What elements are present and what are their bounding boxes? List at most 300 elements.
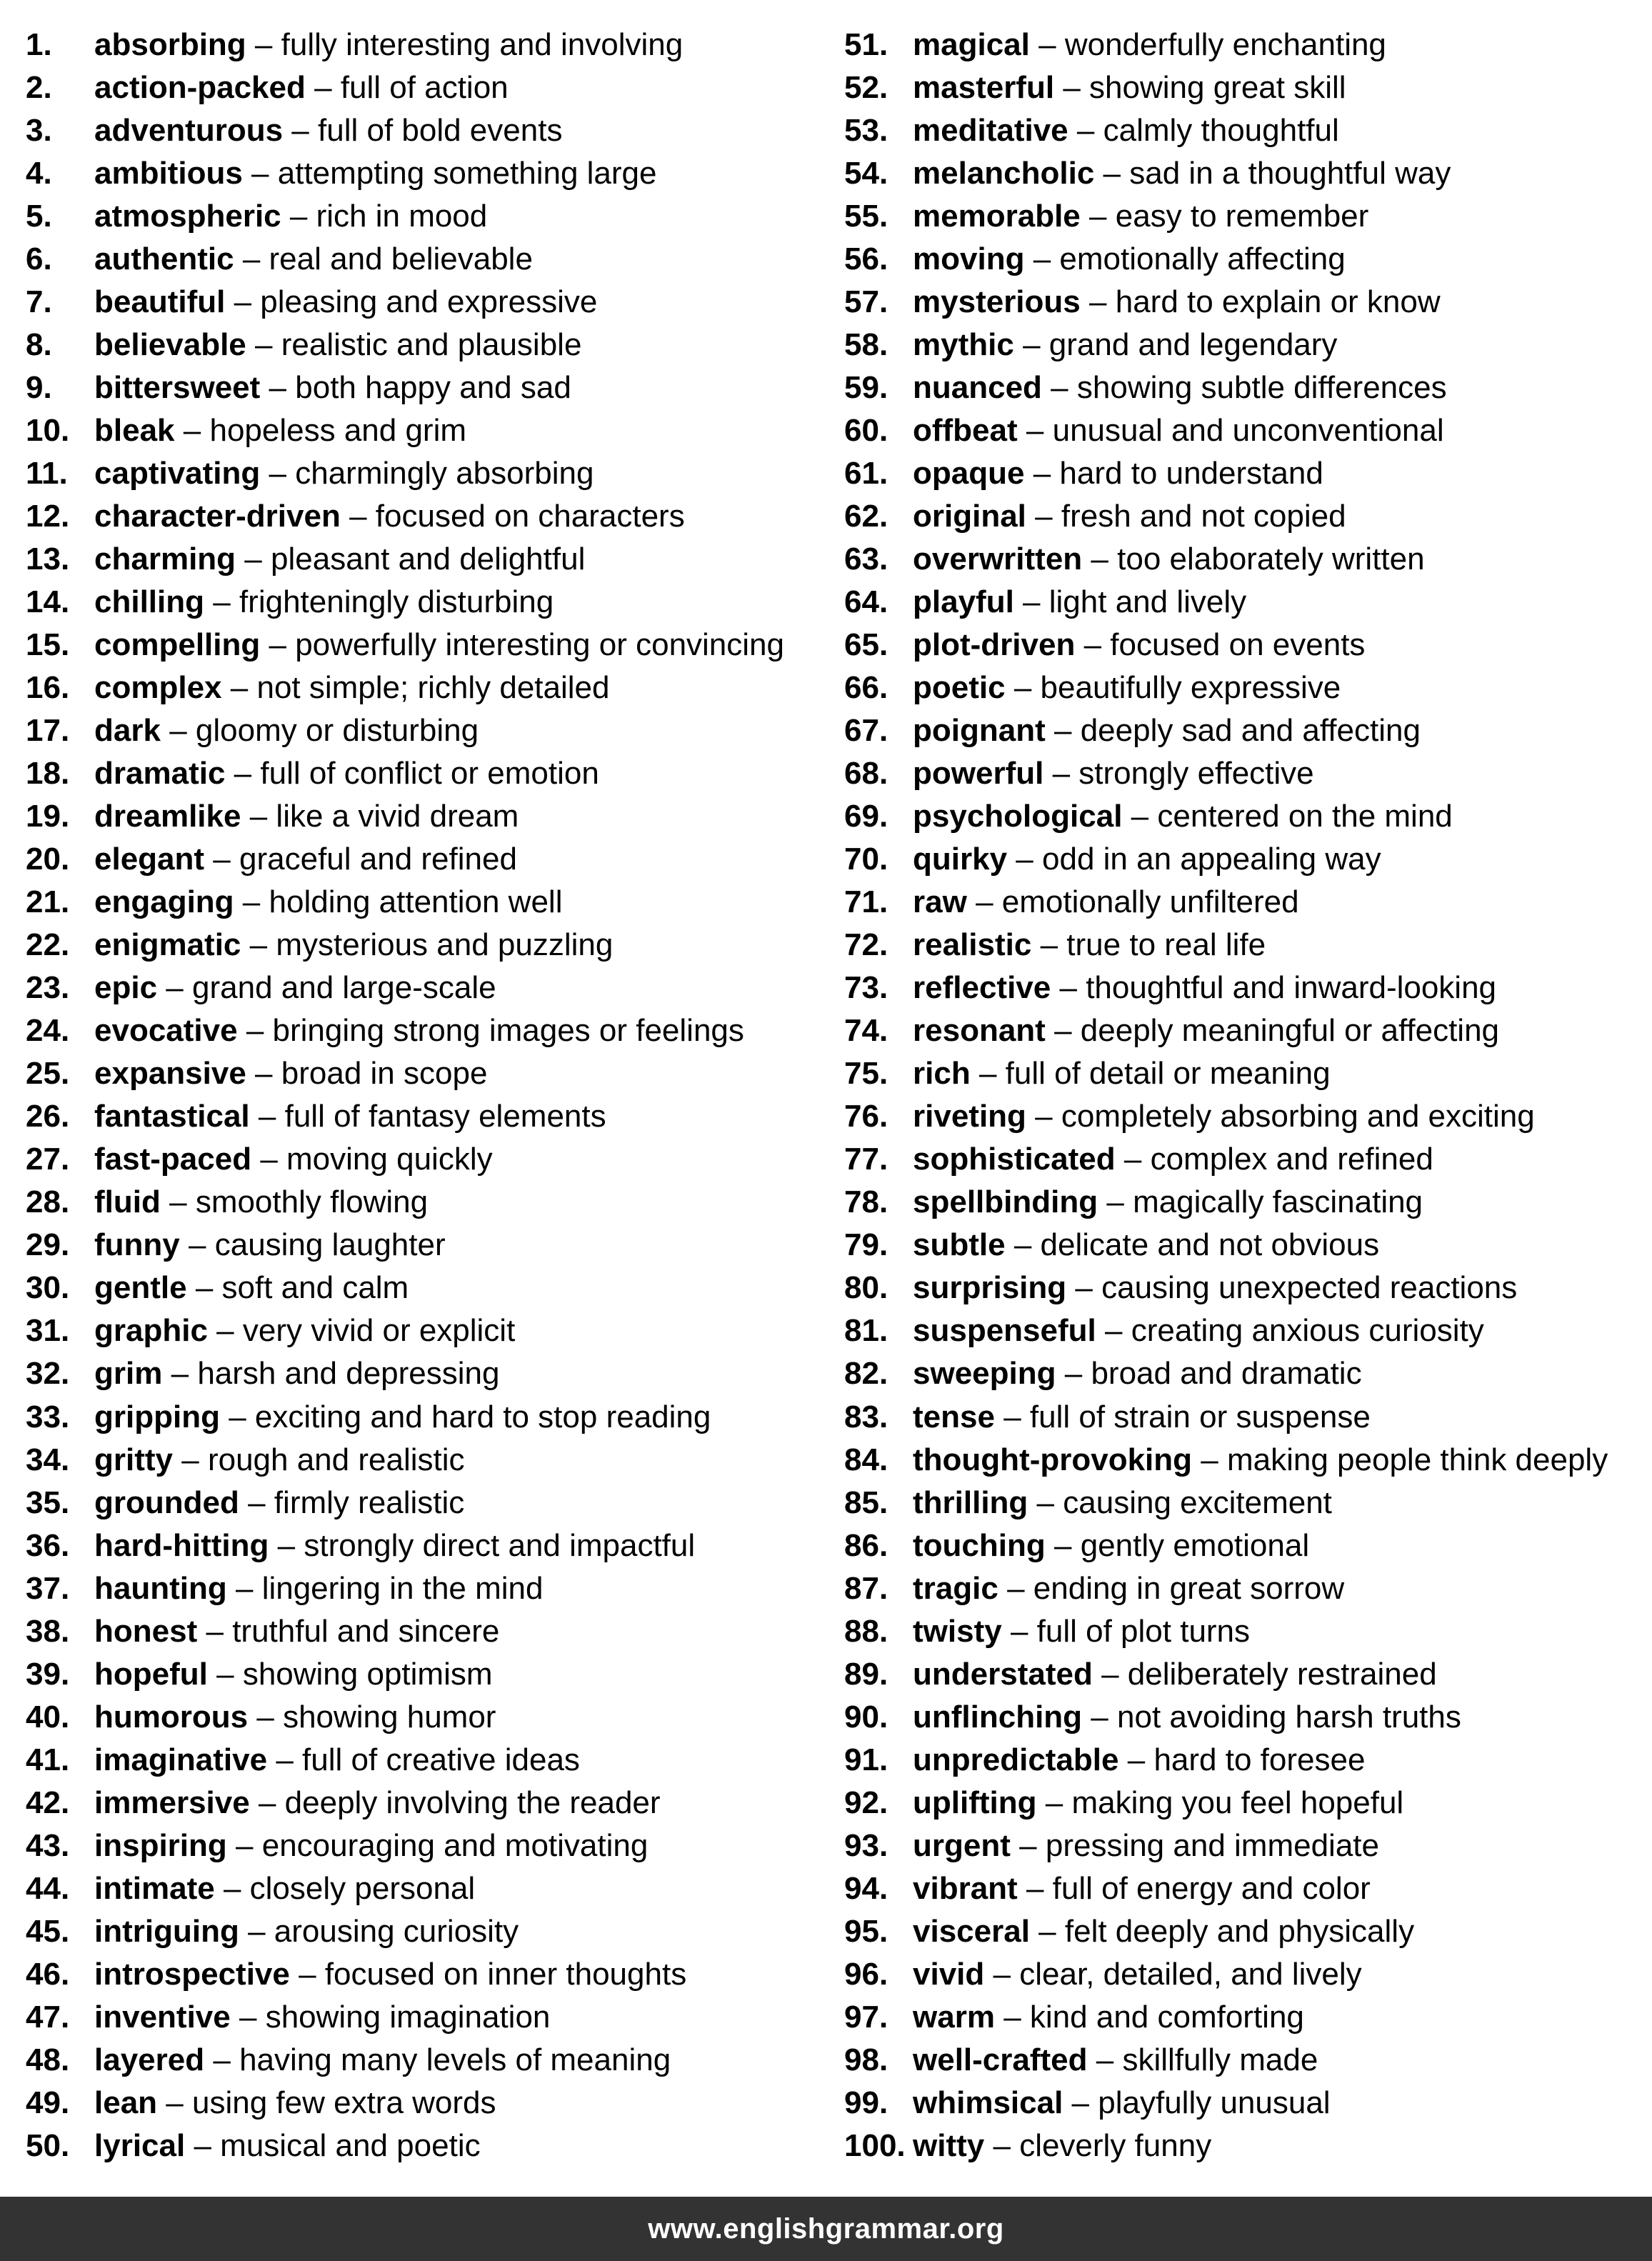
list-item — [844, 1782, 1644, 1825]
list-item — [844, 1309, 1644, 1352]
item-separator: – — [1026, 413, 1044, 449]
list-item — [844, 1138, 1644, 1181]
item-word: hopeful — [94, 1656, 208, 1692]
list-item — [26, 1739, 833, 1782]
item-word: beautiful — [94, 284, 226, 320]
item-definition: deeply involving the reader — [284, 1785, 661, 1820]
item-separator: – — [1083, 627, 1102, 663]
item-word: realistic — [913, 927, 1032, 963]
item-number: 69. — [844, 799, 888, 834]
item-definition: holding attention well — [269, 884, 563, 920]
item-word: urgent — [913, 1827, 1011, 1863]
item-word: tense — [913, 1399, 995, 1434]
item-word: sweeping — [913, 1356, 1056, 1392]
item-definition: showing optimism — [242, 1656, 493, 1692]
item-definition: too elaborately written — [1117, 541, 1425, 577]
list-item — [844, 1009, 1644, 1052]
item-number: 19. — [26, 799, 70, 834]
item-separator: – — [269, 456, 286, 491]
item-word: offbeat — [913, 413, 1018, 449]
item-definition: fresh and not copied — [1061, 499, 1346, 534]
item-separator: – — [1003, 1399, 1021, 1434]
item-separator: – — [1091, 541, 1108, 577]
item-definition: full of action — [340, 70, 509, 106]
item-definition: strongly direct and impactful — [304, 1527, 696, 1563]
list-item — [26, 752, 833, 795]
item-number: 24. — [26, 1013, 70, 1049]
item-separator: – — [169, 1184, 187, 1220]
item-number: 14. — [26, 584, 70, 620]
list-item — [26, 1095, 833, 1138]
item-number: 52. — [844, 70, 888, 106]
item-definition: hard to explain or know — [1115, 284, 1441, 320]
item-word: thought-provoking — [913, 1442, 1193, 1477]
list-item — [844, 152, 1644, 195]
list-item — [844, 1267, 1644, 1309]
list-item — [26, 1653, 833, 1696]
item-separator: – — [1089, 284, 1107, 320]
item-definition: full of detail or meaning — [1005, 1056, 1331, 1092]
list-item — [844, 109, 1644, 152]
item-number: 40. — [26, 1699, 70, 1735]
list-item — [844, 667, 1644, 709]
list-item — [26, 538, 833, 581]
item-word: warm — [913, 1999, 995, 2035]
item-word: intimate — [94, 1870, 215, 1906]
item-word: introspective — [94, 1956, 290, 1992]
item-separator: – — [993, 1956, 1011, 1992]
list-item — [26, 838, 833, 881]
item-word: bittersweet — [94, 370, 261, 406]
item-word: vibrant — [913, 1870, 1018, 1906]
item-number: 6. — [26, 241, 52, 277]
item-word: lean — [94, 2085, 158, 2120]
list-item — [26, 1996, 833, 2039]
item-definition: showing great skill — [1089, 70, 1346, 106]
item-definition: full of plot turns — [1036, 1613, 1251, 1649]
item-definition: playfully unusual — [1098, 2085, 1331, 2120]
list-item — [844, 1610, 1644, 1653]
item-word: gripping — [94, 1399, 220, 1434]
item-definition: full of creative ideas — [302, 1742, 580, 1777]
item-number: 9. — [26, 370, 52, 406]
item-separator: – — [1003, 1999, 1021, 2035]
list-item — [844, 795, 1644, 838]
item-word: magical — [913, 27, 1030, 62]
word-list-column-left — [26, 24, 833, 2167]
item-word: visceral — [913, 1913, 1030, 1949]
list-item — [26, 238, 833, 281]
item-number: 62. — [844, 499, 888, 534]
item-number: 30. — [26, 1270, 70, 1306]
item-separator: – — [993, 2127, 1011, 2163]
list-item — [844, 709, 1644, 752]
item-number: 71. — [844, 884, 888, 920]
item-separator: – — [1063, 70, 1081, 106]
item-separator: – — [289, 199, 308, 234]
item-separator: – — [1059, 970, 1077, 1006]
item-separator: – — [181, 1442, 199, 1477]
item-separator: – — [230, 670, 249, 706]
item-definition: deliberately restrained — [1127, 1656, 1437, 1692]
item-separator: – — [255, 327, 273, 363]
item-definition: moving quickly — [286, 1142, 493, 1177]
item-number: 4. — [26, 156, 52, 191]
item-number: 32. — [26, 1356, 70, 1392]
item-definition: completely absorbing and exciting — [1061, 1099, 1535, 1134]
item-word: grim — [94, 1356, 163, 1392]
item-separator: – — [239, 1999, 257, 2035]
item-number: 58. — [844, 327, 888, 363]
list-item — [26, 1224, 833, 1267]
item-definition: not avoiding harsh truths — [1117, 1699, 1461, 1735]
item-number: 44. — [26, 1870, 70, 1906]
item-definition: complex and refined — [1150, 1142, 1433, 1177]
list-item — [26, 1610, 833, 1653]
list-item — [26, 1009, 833, 1052]
item-word: fantastical — [94, 1099, 250, 1134]
item-word: fast-paced — [94, 1142, 252, 1177]
list-item — [26, 2125, 833, 2167]
item-word: imaginative — [94, 1742, 268, 1777]
item-word: intriguing — [94, 1913, 239, 1949]
item-definition: delicate and not obvious — [1040, 1227, 1380, 1263]
item-definition: showing imagination — [265, 1999, 551, 2035]
item-definition: light and lively — [1048, 584, 1247, 620]
item-word: inspiring — [94, 1827, 227, 1863]
item-number: 96. — [844, 1956, 888, 1992]
item-number: 18. — [26, 756, 70, 792]
item-number: 10. — [26, 413, 70, 449]
item-definition: smoothly flowing — [195, 1184, 429, 1220]
item-word: haunting — [94, 1570, 227, 1606]
item-number: 61. — [844, 456, 888, 491]
item-number: 41. — [26, 1742, 70, 1777]
item-word: playful — [913, 584, 1014, 620]
list-item — [26, 324, 833, 366]
item-word: reflective — [913, 970, 1051, 1006]
item-separator: – — [1033, 241, 1051, 277]
item-word: unpredictable — [913, 1742, 1119, 1777]
item-separator: – — [1201, 1442, 1218, 1477]
item-definition: deeply sad and affecting — [1080, 713, 1421, 749]
item-word: atmospheric — [94, 199, 281, 234]
item-definition: realistic and plausible — [281, 327, 582, 363]
item-separator: – — [242, 241, 261, 277]
list-item — [26, 24, 833, 66]
item-word: elegant — [94, 842, 205, 877]
item-definition: centered on the mind — [1157, 799, 1453, 834]
list-item — [26, 1181, 833, 1224]
item-separator: – — [349, 499, 367, 534]
item-number: 39. — [26, 1656, 70, 1692]
item-number: 63. — [844, 541, 888, 577]
item-separator: – — [248, 1484, 266, 1520]
list-item — [844, 1095, 1644, 1138]
item-number: 93. — [844, 1827, 888, 1863]
item-definition: soft and calm — [221, 1270, 409, 1306]
item-word: absorbing — [94, 27, 246, 62]
list-item — [26, 1309, 833, 1352]
item-word: chilling — [94, 584, 204, 620]
item-definition: broad and dramatic — [1091, 1356, 1362, 1392]
item-number: 21. — [26, 884, 70, 920]
item-separator: – — [251, 156, 269, 191]
item-separator: – — [1036, 1484, 1055, 1520]
item-number: 84. — [844, 1442, 888, 1477]
item-definition: calmly thoughtful — [1103, 113, 1339, 149]
list-item — [844, 2125, 1644, 2167]
item-word: well-crafted — [913, 2042, 1088, 2077]
item-number: 76. — [844, 1099, 888, 1134]
list-item — [844, 924, 1644, 967]
item-word: epic — [94, 970, 158, 1006]
item-word: quirky — [913, 842, 1008, 877]
item-definition: firmly realistic — [274, 1484, 465, 1520]
item-number: 99. — [844, 2085, 888, 2120]
item-word: touching — [913, 1527, 1046, 1563]
item-word: immersive — [94, 1785, 250, 1820]
item-number: 26. — [26, 1099, 70, 1134]
item-number: 25. — [26, 1056, 70, 1092]
list-item — [26, 1052, 833, 1095]
item-word: overwritten — [913, 541, 1083, 577]
item-number: 59. — [844, 370, 888, 406]
list-item — [26, 1524, 833, 1567]
item-separator: – — [255, 1056, 273, 1092]
word-list-column-right — [844, 24, 1644, 2167]
item-separator: – — [269, 627, 286, 663]
item-separator: – — [244, 541, 262, 577]
item-number: 70. — [844, 842, 888, 877]
list-item — [26, 281, 833, 324]
item-definition: very vivid or explicit — [242, 1313, 516, 1349]
item-word: riveting — [913, 1099, 1026, 1134]
item-separator: – — [1071, 2085, 1090, 2120]
item-word: twisty — [913, 1613, 1002, 1649]
item-word: engaging — [94, 884, 234, 920]
item-word: character-driven — [94, 499, 341, 534]
item-definition: gently emotional — [1080, 1527, 1310, 1563]
item-separator: – — [249, 927, 268, 963]
list-item — [844, 1352, 1644, 1395]
list-item — [844, 1396, 1644, 1439]
list-item — [844, 1181, 1644, 1224]
list-item — [26, 495, 833, 538]
item-separator: – — [206, 1613, 224, 1649]
item-word: inventive — [94, 1999, 231, 2035]
item-separator: – — [1026, 1870, 1044, 1906]
item-definition: lingering in the mind — [261, 1570, 544, 1606]
item-separator: – — [223, 1870, 241, 1906]
list-item — [26, 881, 833, 924]
item-separator: – — [258, 1099, 276, 1134]
item-separator: – — [1051, 370, 1068, 406]
item-number: 28. — [26, 1184, 70, 1220]
item-definition: showing subtle differences — [1076, 370, 1447, 406]
item-number: 55. — [844, 199, 888, 234]
item-word: surprising — [913, 1270, 1067, 1306]
item-definition: making you feel hopeful — [1071, 1785, 1404, 1820]
item-word: tragic — [913, 1570, 998, 1606]
item-definition: focused on events — [1110, 627, 1366, 663]
list-item — [26, 1138, 833, 1181]
item-number: 83. — [844, 1399, 888, 1434]
item-definition: having many levels of meaning — [239, 2042, 671, 2077]
item-definition: ending in great sorrow — [1033, 1570, 1345, 1606]
item-definition: true to real life — [1066, 927, 1266, 963]
item-separator: – — [1101, 1656, 1119, 1692]
item-definition: emotionally unfiltered — [1001, 884, 1299, 920]
item-separator: – — [269, 370, 287, 406]
item-word: action-packed — [94, 70, 306, 106]
item-separator: – — [1091, 1699, 1108, 1735]
item-definition: charmingly absorbing — [295, 456, 594, 491]
item-word: subtle — [913, 1227, 1006, 1263]
item-separator: – — [1089, 199, 1107, 234]
item-separator: – — [1104, 1313, 1123, 1349]
item-separator: – — [195, 1270, 214, 1306]
item-separator: – — [1127, 1742, 1146, 1777]
item-definition: broad in scope — [281, 1056, 488, 1092]
item-number: 90. — [844, 1699, 888, 1735]
list-item — [26, 924, 833, 967]
item-separator: – — [291, 113, 309, 149]
item-number: 86. — [844, 1527, 888, 1563]
item-number: 66. — [844, 670, 888, 706]
list-item — [26, 66, 833, 109]
item-definition: emotionally affecting — [1059, 241, 1346, 277]
item-definition: pressing and immediate — [1045, 1827, 1379, 1863]
list-item — [26, 109, 833, 152]
item-word: witty — [913, 2127, 985, 2163]
item-number: 43. — [26, 1827, 70, 1863]
item-definition: both happy and sad — [295, 370, 571, 406]
item-separator: – — [1016, 842, 1033, 877]
item-word: grounded — [94, 1484, 239, 1520]
item-separator: – — [1038, 27, 1056, 62]
item-word: plot-driven — [913, 627, 1076, 663]
item-number: 57. — [844, 284, 888, 320]
item-separator: – — [1040, 927, 1058, 963]
list-item — [26, 1482, 833, 1524]
item-number: 91. — [844, 1742, 888, 1777]
item-separator: – — [1103, 156, 1121, 191]
item-separator: – — [1038, 1913, 1056, 1949]
item-separator: – — [1023, 327, 1041, 363]
list-item — [844, 967, 1644, 1009]
item-word: compelling — [94, 627, 261, 663]
list-item — [26, 1825, 833, 1867]
item-separator: – — [236, 1827, 254, 1863]
item-number: 17. — [26, 713, 70, 749]
item-word: dark — [94, 713, 161, 749]
item-word: meditative — [913, 113, 1068, 149]
item-word: rich — [913, 1056, 971, 1092]
item-word: spellbinding — [913, 1184, 1098, 1220]
item-word: thrilling — [913, 1484, 1028, 1520]
list-item — [844, 838, 1644, 881]
item-number: 34. — [26, 1442, 70, 1477]
item-separator: – — [976, 884, 993, 920]
list-item — [26, 2082, 833, 2125]
list-item — [26, 452, 833, 495]
item-separator: – — [1096, 2042, 1114, 2077]
item-definition: mysterious and puzzling — [276, 927, 614, 963]
list-item — [26, 709, 833, 752]
item-word: understated — [913, 1656, 1093, 1692]
item-definition: full of fantasy elements — [284, 1099, 606, 1134]
item-definition: strongly effective — [1078, 756, 1314, 792]
item-separator: – — [213, 842, 231, 877]
list-item — [26, 1953, 833, 1996]
item-word: lyrical — [94, 2127, 186, 2163]
item-separator: – — [183, 413, 201, 449]
item-definition: hard to understand — [1059, 456, 1323, 491]
item-definition: cleverly funny — [1019, 2127, 1212, 2163]
item-separator: – — [166, 2085, 184, 2120]
item-number: 77. — [844, 1142, 888, 1177]
list-item — [26, 967, 833, 1009]
list-item — [26, 1439, 833, 1482]
item-number: 5. — [26, 199, 52, 234]
item-definition: powerfully interesting or convincing — [295, 627, 784, 663]
item-word: memorable — [913, 199, 1081, 234]
item-definition: exciting and hard to stop reading — [254, 1399, 711, 1434]
item-number: 11. — [26, 456, 68, 491]
item-word: evocative — [94, 1013, 238, 1049]
item-definition: full of bold events — [318, 113, 563, 149]
item-word: authentic — [94, 241, 234, 277]
item-word: honest — [94, 1613, 198, 1649]
list-item — [26, 409, 833, 452]
item-number: 1. — [26, 27, 52, 62]
list-item — [844, 752, 1644, 795]
item-separator: – — [1064, 1356, 1083, 1392]
item-number: 85. — [844, 1484, 888, 1520]
item-number: 64. — [844, 584, 888, 620]
item-definition: clear, detailed, and lively — [1019, 1956, 1362, 1992]
item-separator: – — [1045, 1785, 1063, 1820]
item-definition: truthful and sincere — [232, 1613, 500, 1649]
item-separator: – — [246, 1013, 264, 1049]
item-word: dreamlike — [94, 799, 241, 834]
item-definition: attempting something large — [277, 156, 657, 191]
item-separator: – — [213, 2042, 231, 2077]
item-definition: using few extra words — [192, 2085, 496, 2120]
list-item — [844, 324, 1644, 366]
item-definition: felt deeply and physically — [1064, 1913, 1415, 1949]
list-item — [844, 2082, 1644, 2125]
item-separator: – — [1013, 670, 1032, 706]
item-separator: – — [194, 2127, 211, 2163]
list-item — [844, 281, 1644, 324]
item-word: bleak — [94, 413, 175, 449]
list-item — [844, 1867, 1644, 1910]
item-definition: thoughtful and inward-looking — [1086, 970, 1497, 1006]
item-number: 72. — [844, 927, 888, 963]
item-word: believable — [94, 327, 246, 363]
item-word: whimsical — [913, 2085, 1063, 2120]
item-separator: – — [166, 970, 184, 1006]
item-definition: encouraging and motivating — [261, 1827, 649, 1863]
item-number: 75. — [844, 1056, 888, 1092]
list-item — [844, 1996, 1644, 2039]
list-item — [844, 1739, 1644, 1782]
item-separator: – — [1106, 1184, 1124, 1220]
item-word: powerful — [913, 756, 1044, 792]
item-word: raw — [913, 884, 967, 920]
